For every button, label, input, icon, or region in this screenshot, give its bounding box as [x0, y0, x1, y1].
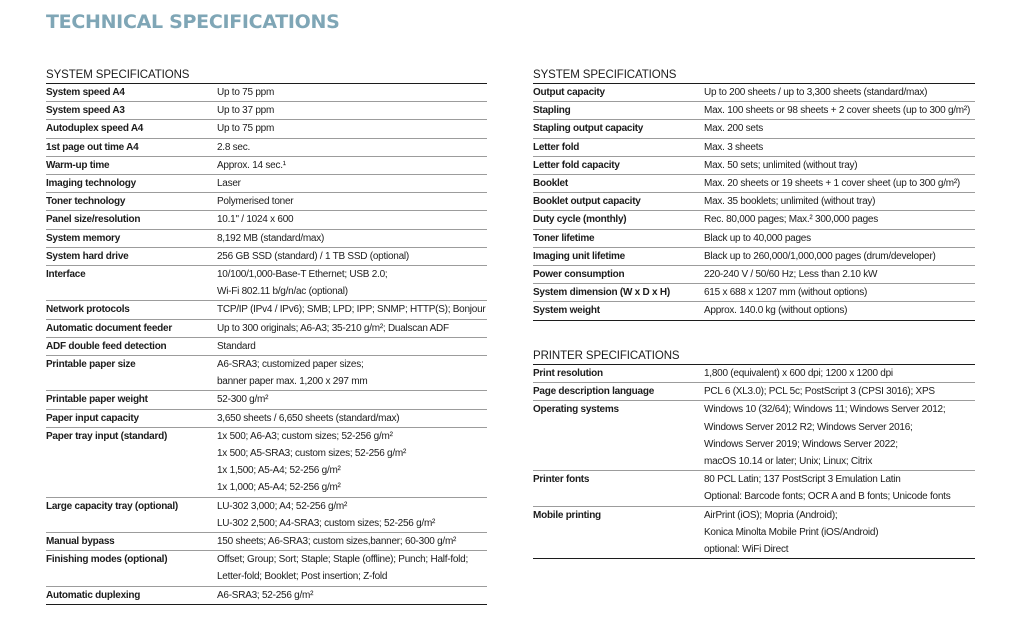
spec-label: Output capacity	[533, 87, 605, 98]
spec-label: Automatic document feeder	[46, 322, 172, 334]
spec-label: Paper input capacity	[46, 412, 139, 424]
spec-value: macOS 10.14 or later; Unix; Linux; Citrix	[704, 456, 873, 468]
spec-label: Print resolution	[533, 368, 603, 379]
spec-row	[533, 157, 975, 175]
spec-label: Toner technology	[46, 196, 126, 208]
spec-value: Max. 200 sets	[704, 123, 764, 135]
spec-label: System speed A4	[46, 87, 125, 98]
spec-rows	[533, 84, 975, 321]
spec-value: 1,800 (equivalent) x 600 dpi; 1200 x 1200 dpi	[704, 368, 893, 379]
spec-values	[704, 211, 975, 228]
spec-row	[533, 139, 975, 157]
spec-label: Booklet	[533, 178, 568, 190]
spec-value: Up to 200 sheets / up to 3,300 sheets (standard/max)	[704, 87, 928, 98]
spec-value: Max. 20 sheets or 19 sheets + 1 cover sheet (up to 300 g/m²)	[704, 178, 960, 190]
spec-label: Automatic duplexing	[46, 589, 141, 601]
spec-row	[533, 120, 975, 138]
spec-value: Windows 10 (32/64); Windows 11; Windows Server 2012;	[704, 404, 946, 416]
spec-values	[704, 230, 975, 247]
spec-label: Printer fonts	[533, 474, 590, 486]
spec-row	[46, 230, 487, 248]
spec-label: System dimension (W x D x H)	[533, 287, 670, 299]
spec-row	[533, 383, 975, 401]
spec-label: Duty cycle (monthly)	[533, 214, 627, 226]
spec-value: optional: WiFi Direct	[704, 544, 789, 556]
spec-row	[46, 301, 487, 319]
spec-label: Operating systems	[533, 404, 619, 416]
spec-value: Up to 300 originals; A6-A3; 35-210 g/m²; Dualscan ADF	[217, 322, 449, 334]
spec-values	[217, 139, 487, 156]
section-title: SYSTEM SPECIFICATIONS	[533, 68, 975, 84]
spec-values	[704, 365, 975, 382]
spec-label: Stapling	[533, 105, 571, 117]
spec-row	[533, 302, 975, 320]
spec-values	[217, 587, 487, 604]
spec-values	[217, 120, 487, 137]
spec-value: Optional: Barcode fonts; OCR A and B fonts; Unicode fonts	[704, 491, 951, 503]
spec-value: Max. 35 booklets; unlimited (without tray)	[704, 196, 876, 208]
spec-value: Up to 75 ppm	[217, 87, 275, 98]
spec-value: 80 PCL Latin; 137 PostScript 3 Emulation Latin	[704, 474, 901, 486]
spec-row	[46, 102, 487, 120]
spec-values	[217, 248, 487, 265]
spec-label: Imaging unit lifetime	[533, 250, 625, 262]
spec-values	[217, 211, 487, 228]
spec-value: 52-300 g/m²	[217, 394, 269, 406]
spec-label: Network protocols	[46, 304, 130, 316]
spec-label: Warm-up time	[46, 159, 110, 171]
spec-row	[533, 365, 975, 383]
spec-value: LU-302 3,000; A4; 52-256 g/m²	[217, 500, 348, 512]
spec-value: 10/100/1,000-Base-T Ethernet; USB 2.0;	[217, 269, 388, 281]
spec-label: Finishing modes (optional)	[46, 554, 168, 566]
spec-row	[46, 410, 487, 428]
spec-values	[704, 284, 975, 301]
spec-values	[704, 471, 975, 505]
spec-row	[46, 587, 487, 605]
spec-label: Autoduplex speed A4	[46, 123, 144, 135]
spec-label: Panel size/resolution	[46, 214, 141, 226]
spec-label: Toner lifetime	[533, 232, 595, 244]
spec-row	[46, 498, 487, 533]
spec-value: A6-SRA3; 52-256 g/m²	[217, 589, 314, 601]
spec-value: Wi-Fi 802.11 b/g/n/ac (optional)	[217, 286, 348, 298]
spec-value: Rec. 80,000 pages; Max.² 300,000 pages	[704, 214, 878, 226]
spec-values	[704, 383, 975, 400]
spec-value: Up to 75 ppm	[217, 123, 275, 135]
spec-values	[704, 266, 975, 283]
spec-row	[46, 120, 487, 138]
spec-row	[533, 507, 975, 560]
spec-label: Booklet output capacity	[533, 196, 641, 208]
spec-value: Max. 100 sheets or 98 sheets + 2 cover sheets (up to 300 g/m²)	[704, 105, 971, 117]
spec-value: PCL 6 (XL3.0); PCL 5c; PostScript 3 (CPSI 3016); XPS	[704, 386, 935, 398]
spec-value: Polymerised toner	[217, 196, 294, 208]
spec-values	[217, 175, 487, 192]
spec-values	[704, 139, 975, 156]
spec-row	[46, 175, 487, 193]
spec-row	[533, 211, 975, 229]
spec-row	[46, 428, 487, 498]
spec-values	[704, 84, 975, 101]
spec-value: banner paper max. 1,200 x 297 mm	[217, 376, 368, 388]
spec-label: Imaging technology	[46, 178, 136, 190]
spec-value: 1x 1,000; A5-A4; 52-256 g/m²	[217, 482, 341, 494]
spec-label: Stapling output capacity	[533, 123, 644, 135]
spec-values	[704, 302, 975, 319]
spec-rows	[46, 84, 487, 605]
spec-row	[46, 391, 487, 409]
spec-value: Konica Minolta Mobile Print (iOS/Android)	[704, 526, 879, 538]
spec-row	[46, 139, 487, 157]
spec-label: System memory	[46, 232, 121, 244]
spec-values	[217, 266, 487, 300]
system-specs-left	[46, 68, 487, 605]
spec-value: Approx. 140.0 kg (without options)	[704, 305, 848, 317]
spec-values	[217, 157, 487, 174]
spec-value: 10.1" / 1024 x 600	[217, 214, 294, 226]
spec-value: Black up to 260,000/1,000,000 pages (drum/developer)	[704, 250, 936, 262]
spec-value: Windows Server 2019; Windows Server 2022;	[704, 438, 898, 450]
spec-values	[704, 157, 975, 174]
section-title: PRINTER SPECIFICATIONS	[533, 349, 975, 365]
spec-value: 256 GB SSD (standard) / 1 TB SSD (optional)	[217, 250, 409, 262]
spec-value: 1x 500; A6-A3; custom sizes; 52-256 g/m²	[217, 430, 393, 442]
spec-label: Page description language	[533, 386, 655, 398]
spec-value: 8,192 MB (standard/max)	[217, 232, 325, 244]
spec-label: ADF double feed detection	[46, 340, 167, 352]
spec-row	[46, 84, 487, 102]
spec-values	[217, 102, 487, 119]
spec-values	[704, 120, 975, 137]
spec-value: Up to 37 ppm	[217, 105, 275, 117]
spec-value: 150 sheets; A6-SRA3; custom sizes,banner; 60-300 g/m²	[217, 536, 457, 548]
spec-value: Laser	[217, 178, 241, 190]
spec-value: 3,650 sheets / 6,650 sheets (standard/max)	[217, 412, 400, 424]
spec-label: Letter fold capacity	[533, 159, 620, 171]
spec-row	[46, 338, 487, 356]
spec-value: Max. 50 sets; unlimited (without tray)	[704, 159, 858, 171]
section-title: SYSTEM SPECIFICATIONS	[46, 68, 487, 84]
spec-values	[704, 193, 975, 210]
spec-label: Printable paper weight	[46, 394, 148, 406]
spec-label: System hard drive	[46, 250, 129, 262]
spec-row	[533, 230, 975, 248]
spec-row	[46, 193, 487, 211]
spec-values	[704, 175, 975, 192]
spec-value: 220-240 V / 50/60 Hz; Less than 2.10 kW	[704, 269, 878, 281]
spec-row	[533, 284, 975, 302]
spec-row	[46, 551, 487, 586]
spec-row	[533, 193, 975, 211]
spec-values	[704, 507, 975, 559]
spec-value: Letter-fold; Booklet; Post insertion; Z-fold	[217, 571, 388, 583]
spec-values	[704, 401, 975, 470]
spec-values	[217, 498, 487, 532]
spec-row	[533, 401, 975, 471]
spec-value: Max. 3 sheets	[704, 141, 764, 153]
spec-value: Standard	[217, 340, 256, 352]
spec-row	[533, 266, 975, 284]
spec-row	[46, 533, 487, 551]
spec-row	[46, 211, 487, 229]
spec-value: 2.8 sec.	[217, 141, 251, 153]
spec-values	[217, 230, 487, 247]
spec-values	[217, 84, 487, 101]
spec-values	[704, 102, 975, 119]
spec-values	[217, 193, 487, 210]
spec-row	[46, 248, 487, 266]
spec-value: 1x 1,500; A5-A4; 52-256 g/m²	[217, 465, 341, 477]
spec-row	[533, 248, 975, 266]
spec-label: Paper tray input (standard)	[46, 430, 168, 442]
spec-label: Letter fold	[533, 141, 580, 153]
spec-row	[46, 356, 487, 391]
spec-value: Windows Server 2012 R2; Windows Server 2016;	[704, 421, 913, 433]
spec-values	[217, 338, 487, 355]
spec-row	[533, 175, 975, 193]
spec-value: Black up to 40,000 pages	[704, 232, 811, 244]
spec-values	[217, 533, 487, 550]
spec-values	[704, 248, 975, 265]
spec-row	[46, 266, 487, 301]
spec-row	[46, 320, 487, 338]
spec-value: Approx. 14 sec.¹	[217, 159, 286, 171]
spec-value: 1x 500; A5-SRA3; custom sizes; 52-256 g/m²	[217, 448, 407, 460]
spec-values	[217, 301, 487, 318]
spec-value: TCP/IP (IPv4 / IPv6); SMB; LPD; IPP; SNMP; HTTP(S); Bonjour	[217, 304, 486, 316]
spec-label: Large capacity tray (optional)	[46, 500, 178, 512]
spec-label: Interface	[46, 269, 86, 281]
spec-row	[533, 84, 975, 102]
spec-label: Mobile printing	[533, 509, 601, 521]
spec-row	[533, 471, 975, 506]
spec-value: 615 x 688 x 1207 mm (without options)	[704, 287, 868, 299]
printer-specs	[533, 349, 975, 559]
spec-values	[217, 391, 487, 408]
spec-rows	[533, 365, 975, 559]
spec-row	[46, 157, 487, 175]
spec-label: 1st page out time A4	[46, 141, 139, 153]
spec-value: A6-SRA3; customized paper sizes;	[217, 359, 364, 371]
spec-values	[217, 428, 487, 497]
spec-label: System weight	[533, 305, 600, 317]
spec-label: System speed A3	[46, 105, 125, 117]
spec-label: Power consumption	[533, 269, 625, 281]
spec-label: Manual bypass	[46, 536, 115, 548]
spec-label: Printable paper size	[46, 359, 136, 371]
spec-value: LU-302 2,500; A4-SRA3; custom sizes; 52-256 g/m²	[217, 517, 436, 529]
spec-values	[217, 410, 487, 427]
spec-values	[217, 551, 487, 585]
page-title: TECHNICAL SPECIFICATIONS	[46, 11, 340, 33]
spec-values	[217, 320, 487, 337]
spec-values	[217, 356, 487, 390]
spec-value: Offset; Group; Sort; Staple; Staple (offline); Punch; Half-fold;	[217, 554, 468, 566]
spec-row	[533, 102, 975, 120]
spec-value: AirPrint (iOS); Mopria (Android);	[704, 509, 838, 521]
system-specs-right	[533, 68, 975, 321]
